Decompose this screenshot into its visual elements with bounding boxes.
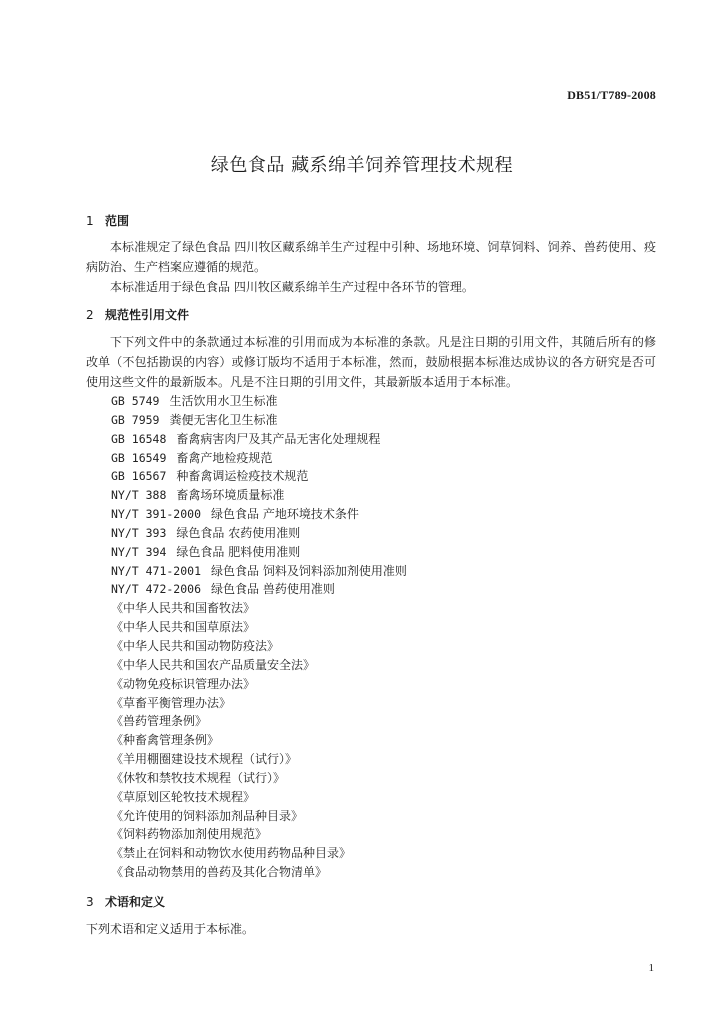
reference-item: [111, 505, 407, 524]
reference-item: [111, 580, 407, 599]
reference-name: 畜禽产地检疫规范: [176, 450, 273, 465]
reference-name: 《草畜平衡管理办法》: [111, 695, 232, 710]
reference-code: GB 16549: [111, 450, 167, 465]
reference-item: [111, 562, 407, 581]
document-title: 绿色食品 藏系绵羊饲养管理技术规程: [210, 155, 514, 176]
reference-name: 畜禽场环境质量标准: [176, 488, 285, 503]
reference-name: 畜禽病害肉尸及其产品无害化处理规程: [176, 431, 381, 446]
reference-item: [111, 750, 407, 769]
reference-name: 绿色食品 产地环境技术条件: [211, 507, 359, 522]
section-number: 3: [86, 895, 94, 909]
reference-item: [111, 844, 407, 863]
section-3-heading: [86, 893, 165, 910]
section-number: 1: [86, 214, 94, 228]
reference-item: [111, 637, 407, 656]
scope-paragraph-2: 本标准适用于绿色食品 四川牧区藏系绵羊生产过程中各环节的管理。: [110, 280, 474, 294]
page-number: 1: [648, 962, 654, 974]
reference-name: 《种畜禽管理条例》: [111, 733, 220, 748]
reference-item: [111, 731, 407, 750]
reference-item: [111, 392, 407, 411]
reference-item: [111, 543, 407, 562]
reference-code: NY/T 471-2001: [111, 563, 202, 578]
reference-name: 《中华人民共和国畜牧法》: [111, 601, 256, 616]
reference-name: 绿色食品 肥料使用准则: [176, 544, 301, 559]
reference-name: 《中华人民共和国草原法》: [111, 620, 256, 635]
section-title: 术语和定义: [105, 895, 166, 909]
reference-name: 《草原划区轮牧技术规程》: [111, 789, 256, 804]
reference-name: 粪便无害化卫生标准: [169, 412, 278, 427]
section-title: 规范性引用文件: [105, 308, 190, 322]
reference-code: GB 5749: [111, 394, 160, 408]
reference-name: 《休牧和禁牧技术规程（试行）》: [111, 770, 286, 785]
reference-code: NY/T 394: [111, 544, 167, 559]
reference-item: [111, 618, 407, 637]
reference-name: 生活饮用水卫生标准: [169, 394, 278, 408]
reference-item: [111, 656, 407, 675]
reference-item: [111, 524, 407, 543]
reference-name: 《禁止在饲料和动物饮水使用药物品种目录》: [111, 846, 352, 861]
reference-code: NY/T 393: [111, 525, 167, 540]
reference-item: [111, 486, 407, 505]
reference-item: [111, 712, 407, 731]
reference-item: [111, 694, 407, 713]
reference-item: [111, 825, 407, 844]
references-intro-paragraph: 下下列文件中的条款通过本标准的引用而成为本标准的条款。凡是注日期的引用文件，其随后所有的修改单（不包括勘误的内容）或修订版均不适用于本标准，然而，鼓励根据本标准达成协议的各方研究是否可使用这些文件的最新版本。凡是不注日期的引用文件，其最新版本适用于本标准。: [86, 335, 656, 389]
reference-name: 绿色食品 兽药使用准则: [211, 582, 335, 597]
reference-item: [111, 675, 407, 694]
reference-item: [111, 467, 407, 486]
terms-lead-sentence: 下列术语和定义适用于本标准。: [86, 922, 255, 936]
reference-name: 种畜禽调运检疫技术规范: [176, 469, 309, 484]
reference-item: [111, 449, 407, 468]
normative-references-list: [111, 392, 407, 882]
reference-name: 《兽药管理条例》: [111, 714, 208, 729]
reference-code: GB 16567: [111, 469, 167, 484]
reference-code: NY/T 391-2000: [111, 507, 202, 522]
reference-name: 《羊用棚圈建设技术规程（试行）》: [111, 752, 298, 767]
reference-code: NY/T 388: [111, 488, 167, 503]
reference-name: 《动物免疫标识管理办法》: [111, 676, 256, 691]
reference-name: 绿色食品 饲料及饲料添加剂使用准则: [211, 563, 407, 578]
reference-name: 《食品动物禁用的兽药及其化合物清单》: [111, 865, 328, 880]
reference-code: GB 16548: [111, 431, 167, 446]
reference-item: [111, 411, 407, 430]
document-code: DB51/T789-2008: [567, 88, 656, 102]
reference-code: GB 7959: [111, 412, 160, 427]
reference-name: 《中华人民共和国动物防疫法》: [111, 638, 280, 653]
reference-item: [111, 788, 407, 807]
section-2-heading: [86, 306, 189, 323]
reference-item: [111, 430, 407, 449]
reference-name: 《中华人民共和国农产品质量安全法》: [111, 657, 316, 672]
section-title: 范围: [105, 214, 130, 228]
scope-paragraph-1: 本标准规定了绿色食品 四川牧区藏系绵羊生产过程中引种、场地环境、饲草饲料、饲养、兽药使用、疫病防治、生产档案应遵循的规范。: [86, 240, 656, 274]
section-1-heading: [86, 212, 129, 229]
section-number: 2: [86, 308, 94, 322]
reference-code: NY/T 472-2006: [111, 582, 202, 597]
reference-name: 《允许使用的饲料添加剂品种目录》: [111, 808, 304, 823]
reference-item: [111, 769, 407, 788]
reference-item: [111, 863, 407, 882]
reference-item: [111, 807, 407, 826]
reference-name: 绿色食品 农药使用准则: [176, 525, 301, 540]
reference-item: [111, 599, 407, 618]
reference-name: 《饲料药物添加剂使用规范》: [111, 827, 268, 842]
